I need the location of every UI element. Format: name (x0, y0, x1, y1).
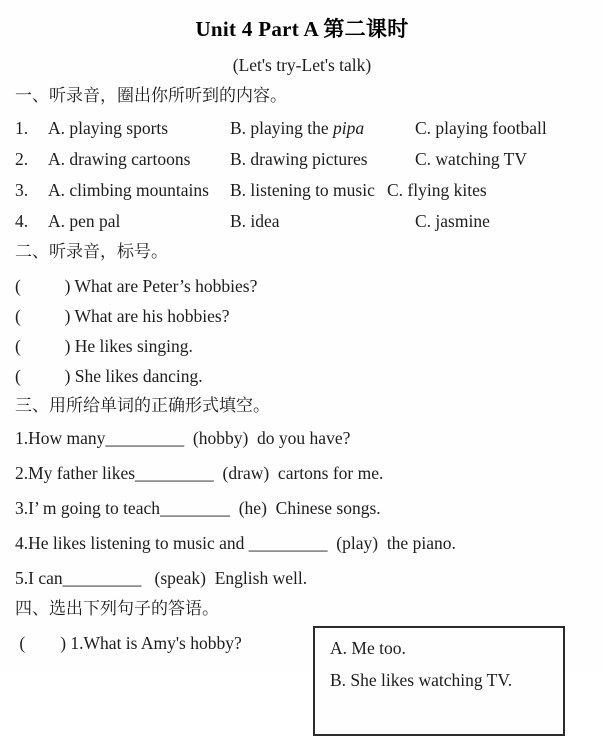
fill-blank-item-4: 4.He likes listening to music and _________ (play) the piano. (15, 533, 456, 553)
row-number: 4. (15, 211, 29, 231)
numbering-item-1: ( ) What are Peter’s hobbies? (15, 276, 258, 296)
section-one-options (15, 113, 589, 237)
option-a: A. drawing cartoons (48, 149, 191, 169)
answer-choice-a: A. Me too. (330, 638, 406, 658)
option-b-text: B. listening to music (230, 180, 375, 200)
row-number: 1. (15, 118, 29, 138)
fill-blank-item-1: 1.How many_________ (hobby) do you have? (15, 428, 351, 448)
section-one-heading: 一、听录音，圈出你所听到的内容。 (15, 86, 287, 105)
option-row-3 (15, 175, 589, 206)
section-three-heading: 三、用所给单词的正确形式填空。 (15, 396, 270, 415)
page-subtitle: (Let's try-Let's talk) (232, 55, 372, 75)
answer-choice-b: B. She likes watching TV. (330, 670, 513, 690)
option-c: C. playing football (415, 118, 547, 138)
option-a: A. pen pal (48, 211, 121, 231)
answer-choices-box (313, 626, 565, 736)
fill-blank-item-2: 2.My father likes_________ (draw) cartons for me. (15, 463, 384, 483)
option-b (230, 206, 415, 237)
row-number: 3. (15, 180, 29, 200)
option-c: C. jasmine (415, 211, 490, 231)
section-four-question: ( ) 1.What is Amy's hobby? (15, 633, 242, 653)
section-two-heading: 二、听录音，标号。 (15, 242, 168, 261)
option-c: C. watching TV (415, 149, 527, 169)
option-b (230, 144, 415, 175)
option-a: A. playing sports (48, 118, 169, 138)
option-row-2 (15, 144, 589, 175)
option-b (230, 113, 415, 144)
numbering-item-4: ( ) She likes dancing. (15, 366, 203, 386)
section-four-heading: 四、选出下列句子的答语。 (15, 599, 219, 618)
page-title: Unit 4 Part A 第二课时 (195, 17, 409, 41)
option-row-4 (15, 206, 589, 237)
row-number: 2. (15, 149, 29, 169)
option-a: A. climbing mountains (48, 180, 209, 200)
fill-blank-item-5: 5.I can_________ (speak) English well. (15, 568, 308, 588)
numbering-item-3: ( ) He likes singing. (15, 336, 193, 356)
option-b-italic: pipa (333, 118, 365, 138)
numbering-item-2: ( ) What are his hobbies? (15, 306, 230, 326)
option-b-text: B. drawing pictures (230, 149, 368, 169)
section-two-items (15, 271, 589, 391)
option-b-text: B. playing the (230, 118, 334, 138)
option-row-1 (15, 113, 589, 144)
section-three-items (15, 421, 589, 596)
fill-blank-item-3: 3.I’ m going to teach________ (he) Chinese songs. (15, 498, 381, 518)
option-c: C. flying kites (387, 180, 487, 200)
option-b-text: B. idea (230, 211, 280, 231)
